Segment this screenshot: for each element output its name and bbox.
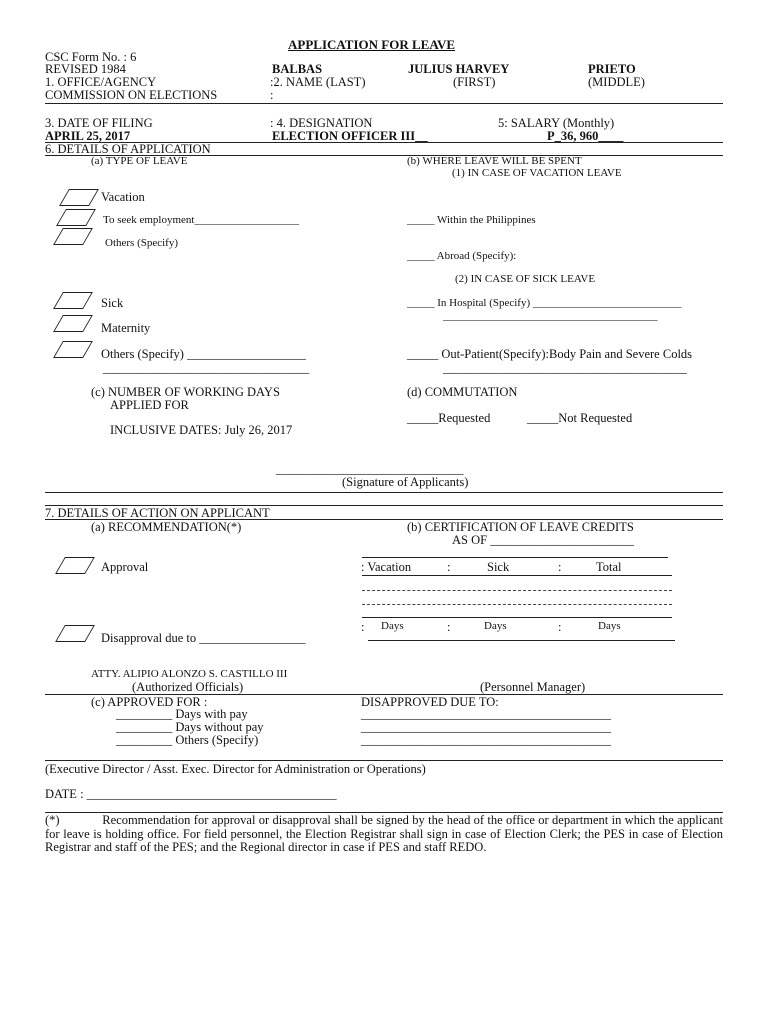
inclusive-dates: INCLUSIVE DATES: July 26, 2017 [110,423,293,437]
signature-label: (Signature of Applicants) [342,475,469,489]
vacation-case-label: (1) IN CASE OF VACATION LEAVE [452,167,622,179]
middle-name-value: PRIETO [588,62,636,76]
footnote-marker: (*) [45,813,60,827]
divider [368,640,675,641]
date-of-filing-label: 3. DATE OF FILING [45,116,153,130]
within-philippines: _____ Within the Philippines [407,214,536,226]
maternity-label: Maternity [101,321,151,335]
out-patient: _____ Out-Patient(Specify):Body Pain and Severe Colds [407,347,693,361]
maternity-checkbox[interactable] [53,315,93,332]
credits-row-line [362,604,672,605]
salary-value: P_36, 960____ [547,129,624,143]
credits-days-total: Days [598,620,621,632]
office-colon: : [270,88,274,102]
revised-year: REVISED 1984 [45,62,126,76]
last-name-value: BALBAS [272,62,323,76]
salary-label: 5: SALARY (Monthly) [498,116,615,130]
sick-case-label: (2) IN CASE OF SICK LEAVE [455,273,596,285]
certification-label: (b) CERTIFICATION OF LEAVE CREDITS [407,520,634,534]
others-specify-label: Others (Specify) [105,237,179,249]
divider [362,557,668,558]
credits-days-sick: Days [484,620,507,632]
seek-employment-checkbox[interactable] [56,209,96,226]
last-name-label: :2. NAME (LAST) [270,75,366,89]
first-name-label: (FIRST) [453,75,496,89]
credits-row-line [362,590,672,591]
in-hospital: _____ In Hospital (Specify) ___________________________ [407,297,682,309]
abroad-specify: _____ Abroad (Specify): [407,250,517,262]
commutation-not-requested: _____Not Requested [527,411,633,425]
approved-for-label: (c) APPROVED FOR : [91,695,208,709]
commutation-label: (d) COMMUTATION [407,385,518,399]
footnote [45,814,723,855]
official-name: ATTY. ALIPIO ALONZO S. CASTILLO III [91,668,288,680]
working-days-label: (c) NUMBER OF WORKING DAYS [91,385,280,399]
disapproved-due-label: DISAPPROVED DUE TO: [361,695,499,709]
office-label: 1. OFFICE/AGENCY [45,75,157,89]
credits-days-vacation: Days [381,620,404,632]
seek-employment-label: To seek employment___________________ [103,214,299,226]
office-value: COMMISSION ON ELECTIONS [45,88,218,102]
disapproval-label: Disapproval due to _________________ [101,631,306,645]
divider [45,492,723,493]
approval-checkbox[interactable] [55,557,95,574]
vacation-checkbox[interactable] [59,189,99,206]
type-of-leave-label: (a) TYPE OF LEAVE [91,155,188,167]
authorized-officials-label: (Authorized Officials) [132,680,244,694]
recommendation-label: (a) RECOMMENDATION(*) [91,520,242,534]
form-number: CSC Form No. : 6 [45,50,137,64]
divider [45,103,723,104]
disapproval-checkbox[interactable] [55,625,95,642]
others-specify-line: _________________________________ [103,361,310,375]
credits-col-sick: Sick [487,560,510,574]
credits-colon: : [447,560,451,574]
days-with-pay: _________ Days with pay [116,707,248,721]
executive-director-label: (Executive Director / Asst. Exec. Director for Administration or Operations) [45,762,426,776]
vacation-label: Vacation [101,190,145,204]
days-without-pay: _________ Days without pay [116,720,264,734]
others-specify-sick-label: Others (Specify) ___________________ [101,347,306,361]
section-6-title: 6. DETAILS OF APPLICATION [45,142,211,156]
others-vacation-checkbox[interactable] [53,228,93,245]
others-specify-approval: _________ Others (Specify) [116,733,259,747]
credits-colon: : [361,620,365,634]
where-leave-label: (b) WHERE LEAVE WILL BE SPENT [407,155,582,167]
credits-colon: : [447,620,451,634]
credits-colon: : [558,620,562,634]
footnote-text: Recommendation for approval or disapproval shall be signed by the head of the office or department in which the applicant for leave is holding office. For field personnel, the Election Registrar shall sign in case of Election Clerk; the PES in case of Election Registrar and staff of the PES; and the Regional director in case if PES and staff REDO. [45,813,723,854]
credits-col-total: Total [596,560,622,574]
out-patient-line: _______________________________________ [443,361,687,375]
date-of-filing-value: APRIL 25, 2017 [45,129,131,143]
first-name-value: JULIUS HARVEY [408,62,510,76]
form-title: APPLICATION FOR LEAVE [288,37,456,52]
divider [362,617,672,618]
date-field: DATE : ________________________________________ [45,787,337,801]
sick-label: Sick [101,296,124,310]
designation-label: : 4. DESIGNATION [270,116,373,130]
middle-name-label: (MIDDLE) [588,75,645,89]
divider [362,575,672,576]
disapproved-line: ________________________________________ [361,707,611,721]
certification-as-of: AS OF _______________________ [452,533,634,547]
disapproved-line: ________________________________________ [361,733,611,747]
approval-label: Approval [101,560,149,574]
signature-line: ______________________________ [276,462,464,476]
section-7-title: 7. DETAILS OF ACTION ON APPLICANT [45,506,270,520]
credits-col-vacation: : Vacation [361,560,412,574]
designation-value: ELECTION OFFICER III__ [272,129,428,143]
credits-colon: : [558,560,562,574]
applied-for-label: APPLIED FOR [110,398,189,412]
commutation-requested: _____Requested [407,411,491,425]
personnel-manager-label: (Personnel Manager) [480,680,586,694]
divider [45,760,723,761]
in-hospital-line: _______________________________________ [443,310,658,322]
sick-checkbox[interactable] [53,292,93,309]
disapproved-line: ________________________________________ [361,720,611,734]
others-sick-checkbox[interactable] [53,341,93,358]
